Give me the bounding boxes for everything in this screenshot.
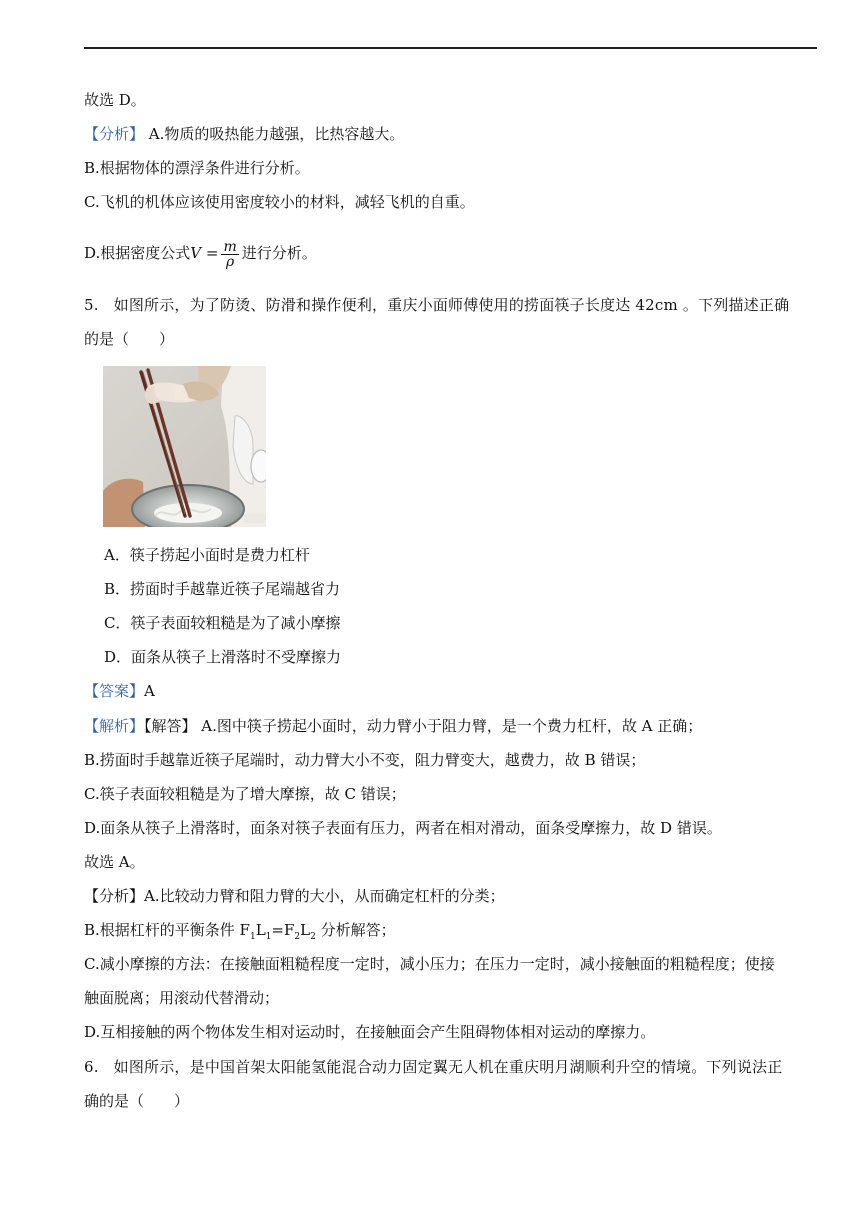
fraction-numerator: m — [223, 238, 237, 255]
q5-option-c: C．筷子表面较粗糙是为了减小摩擦 — [104, 614, 341, 632]
q5-option-b: B．捞面时手越靠近筷子尾端越省力 — [104, 580, 341, 598]
explain-a-text: A.图中筷子捞起小面时，动力臂小于阻力臂，是一个费力杠杆，故 A 正确； — [196, 717, 703, 735]
q6-stem-line2: 确的是（ ） — [84, 1092, 190, 1110]
q5-explain-b: B.捞面时手越靠近筷子尾端时，动力臂大小不变，阻力臂变大，越费力，故 B 错误； — [84, 751, 646, 769]
lever-l2: L — [300, 921, 311, 939]
analysis-d-pre: D.根据密度公式 — [84, 244, 191, 262]
q6-stem-line1 — [84, 1057, 782, 1077]
q5-stem-line2: 的是（ ） — [84, 330, 175, 348]
q6-text: 如图所示，是中国首架太阳能氢能混合动力固定翼无人机在重庆明月湖顺利升空的情境。下列说法正 — [113, 1058, 783, 1076]
q5-explain-c: C.筷子表面较粗糙是为了增大摩擦，故 C 错误； — [84, 785, 406, 803]
q5-option-d: D．面条从筷子上滑落时不受摩擦力 — [104, 648, 342, 666]
prev-conclusion: 故选 D。 — [84, 91, 146, 109]
q5-analysis-b — [84, 920, 396, 947]
analysis-tag: 【分析】 — [84, 125, 145, 143]
q5-explain-d: D.面条从筷子上滑落时，面条对筷子表面有压力，两者在相对滑动，面条受摩擦力，故 D 错误。 — [84, 819, 722, 837]
lever-l1: L — [255, 921, 266, 939]
sub-4: 2 — [310, 932, 316, 942]
q5-explain-a — [84, 716, 702, 736]
equals-f2: =F — [271, 921, 295, 939]
fraction-denominator: ρ — [225, 253, 235, 270]
q5-analysis-d: D.互相接触的两个物体发生相对运动时，在接触面会产生阻碍物体相对运动的摩擦力。 — [84, 1023, 656, 1041]
prev-analysis-c: C.飞机的机体应该使用密度较小的材料，减轻飞机的自重。 — [84, 193, 475, 211]
formula-lhs: V = — [190, 244, 219, 262]
q5-option-a: A．筷子捞起小面时是费力杠杆 — [104, 546, 310, 564]
prev-analysis-d — [84, 236, 317, 270]
density-fraction — [221, 240, 238, 269]
q5-analysis-a — [84, 886, 505, 906]
q5-text: 如图所示，为了防烫、防滑和操作便利，重庆小面师傅使用的捞面筷子长度达 42cm 。下列描述正确 — [113, 296, 790, 314]
q5-conclusion: 故选 A。 — [84, 853, 145, 871]
chopsticks-photo — [103, 366, 266, 527]
answer-value: A — [144, 682, 155, 700]
q5-number: 5. — [84, 296, 99, 314]
q5-analysis-a-text: A.比较动力臂和阻力臂的大小，从而确定杠杆的分类； — [144, 887, 505, 905]
q5-answer — [84, 681, 155, 701]
chopsticks-photo-illustration — [103, 366, 266, 527]
analysis-text: A.物质的吸热能力越强，比热容越大。 — [144, 125, 405, 143]
q5-analysis-tag: 【分析】 — [84, 887, 145, 905]
sub-3: 2 — [294, 932, 301, 942]
prev-analysis-b: B.根据物体的漂浮条件进行分析。 — [84, 159, 310, 177]
explain-tag: 【解析】 — [84, 717, 145, 735]
q5-analysis-c2: 触面脱离；用滚动代替滑动； — [84, 989, 280, 1007]
q5-stem-line1 — [84, 295, 789, 315]
q5-analysis-c1: C.减小摩擦的方法：在接触面粗糙程度一定时，减小压力；在压力一定时，减小接触面的粗糙程度；使接 — [84, 955, 775, 973]
sub-2: 1 — [265, 932, 272, 942]
header-rule — [84, 47, 817, 49]
prev-analysis-a — [84, 124, 404, 144]
analysis-b-post: 分析解答； — [315, 921, 396, 939]
analysis-b-pre: B.根据杠杆的平衡条件 F — [84, 921, 250, 939]
analysis-d-post: 进行分析。 — [241, 244, 317, 262]
answer-tag: 【答案】 — [84, 682, 145, 700]
solve-tag: 【解答】 — [144, 717, 197, 735]
q6-number: 6. — [84, 1058, 99, 1076]
sub-1: 1 — [249, 932, 256, 942]
